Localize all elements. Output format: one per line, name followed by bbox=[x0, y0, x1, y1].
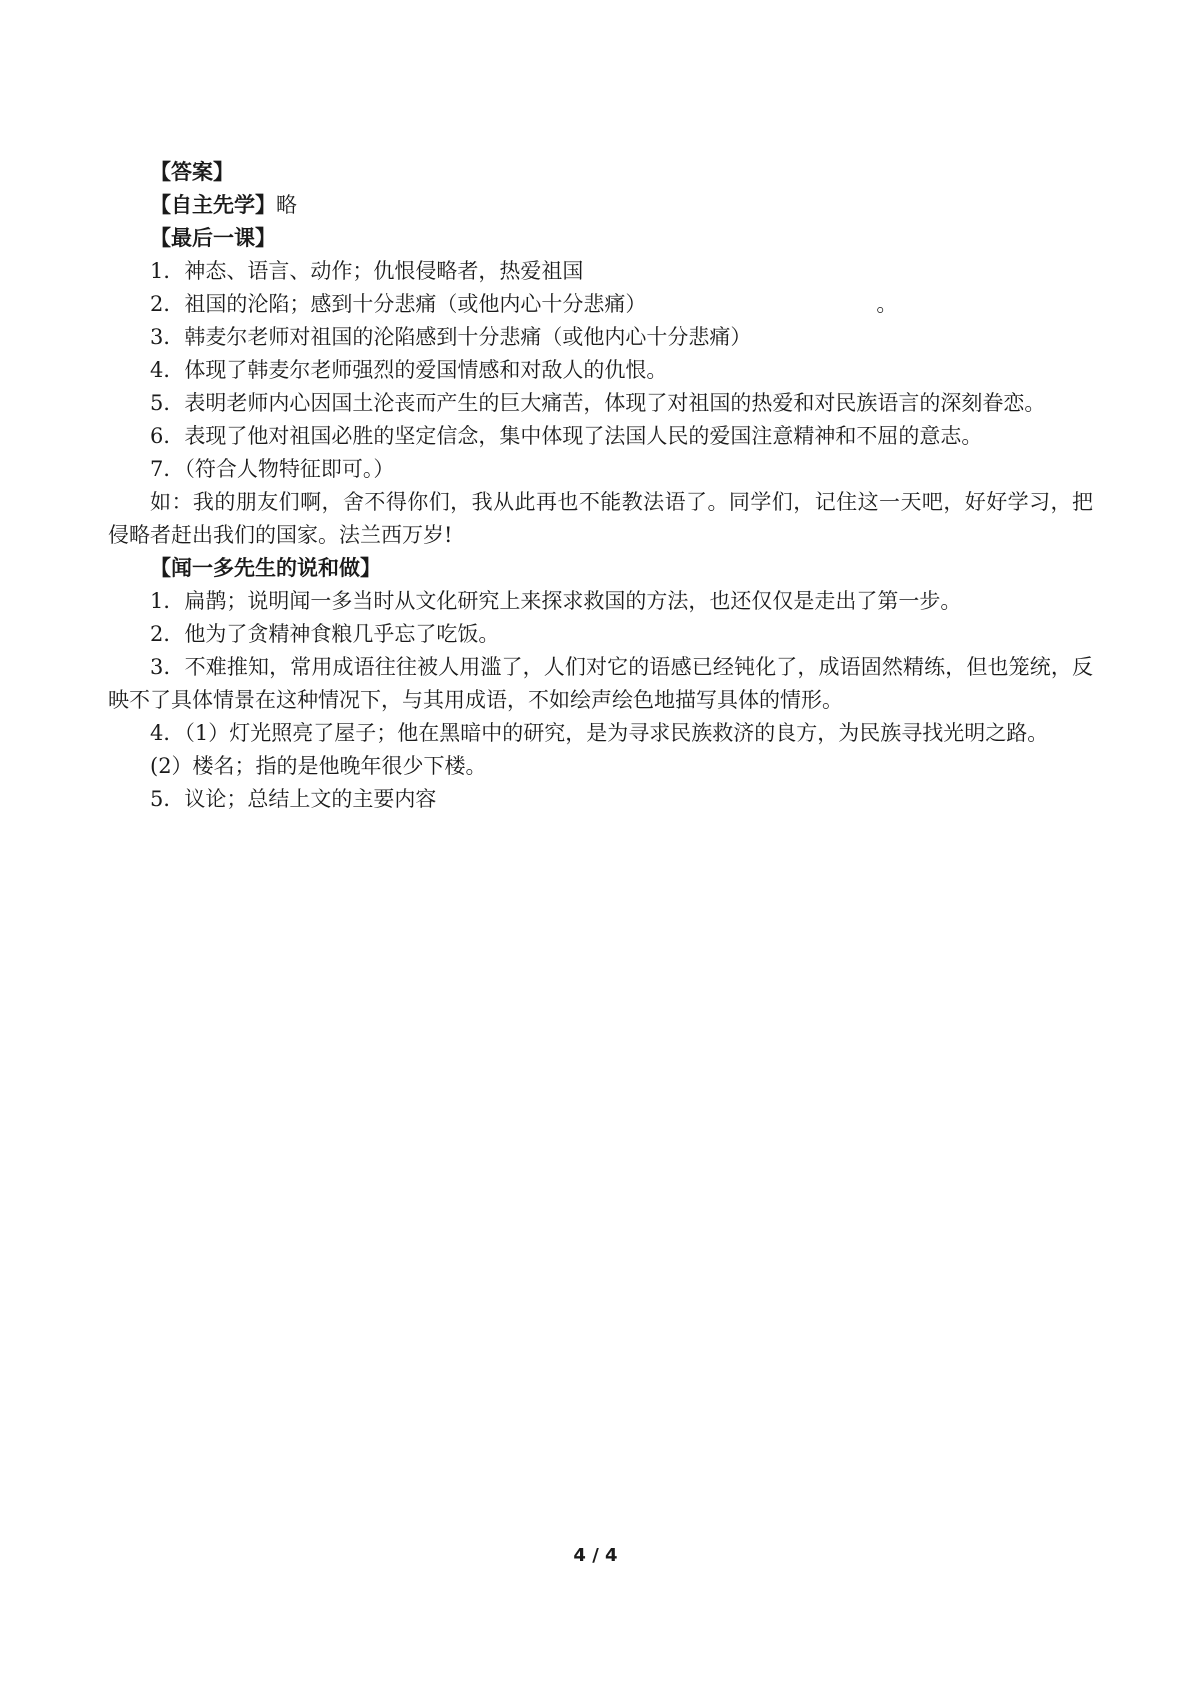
zuihou-item-2-text: 2．祖国的沦陷；感到十分悲痛（或他内心十分悲痛） bbox=[150, 292, 647, 316]
answer-title: 【答案】 bbox=[150, 160, 234, 184]
section-zizhu-heading: 【自主先学】 bbox=[150, 193, 276, 217]
zuihou-item-4: 4．体现了韩麦尔老师强烈的爱国情感和对敌人的仇恨。 bbox=[150, 358, 668, 382]
wenyiduo-item-1: 1．扁鹊；说明闻一多当时从文化研究上来探求救国的方法，也还仅仅是走出了第一步。 bbox=[150, 589, 962, 613]
wenyiduo-item-3: 3．不难推知，常用成语往往被人用滥了，人们对它的语感已经钝化了，成语固然精练，但也笼统，反映不了具体情景在这种情况下，与其用成语，不如绘声绘色地描写具体的情形。 bbox=[108, 655, 1093, 712]
section-zizhu-text: 略 bbox=[276, 193, 297, 217]
zuihou-item-2-trailing: 。 bbox=[876, 292, 898, 316]
section-wenyiduo-heading: 【闻一多先生的说和做】 bbox=[150, 556, 381, 580]
wenyiduo-item-4-2: (2）楼名；指的是他晚年很少下楼。 bbox=[150, 754, 487, 778]
answer-content bbox=[108, 156, 1093, 816]
zuihou-item-5: 5．表明老师内心因国土沦丧而产生的巨大痛苦，体现了对祖国的热爱和对民族语言的深刻眷恋。 bbox=[150, 391, 1046, 415]
wenyiduo-item-2: 2．他为了贪精神食粮几乎忘了吃饭。 bbox=[150, 622, 500, 646]
page-number: 4 / 4 bbox=[573, 1545, 618, 1566]
zuihou-example: 如：我的朋友们啊，舍不得你们，我从此再也不能教法语了。同学们，记住这一天吧，好好学习，把侵略者赶出我们的国家。法兰西万岁! bbox=[108, 490, 1093, 547]
zuihou-item-7: 7．（符合人物特征即可。） bbox=[150, 457, 395, 481]
wenyiduo-item-5: 5．议论；总结上文的主要内容 bbox=[150, 787, 437, 811]
section-zizhu bbox=[108, 189, 1093, 222]
zuihou-item-1: 1．神态、语言、动作；仇恨侵略者，热爱祖国 bbox=[150, 259, 584, 283]
zuihou-item-2 bbox=[108, 288, 1093, 321]
zuihou-item-3: 3．韩麦尔老师对祖国的沦陷感到十分悲痛（或他内心十分悲痛） bbox=[150, 325, 752, 349]
section-zuihou-heading: 【最后一课】 bbox=[150, 226, 276, 250]
wenyiduo-item-4: 4．（1）灯光照亮了屋子；他在黑暗中的研究，是为寻求民族救济的良方，为民族寻找光明之路。 bbox=[150, 721, 1049, 745]
zuihou-item-6: 6．表现了他对祖国必胜的坚定信念，集中体现了法国人民的爱国注意精神和不屈的意志。 bbox=[150, 424, 983, 448]
